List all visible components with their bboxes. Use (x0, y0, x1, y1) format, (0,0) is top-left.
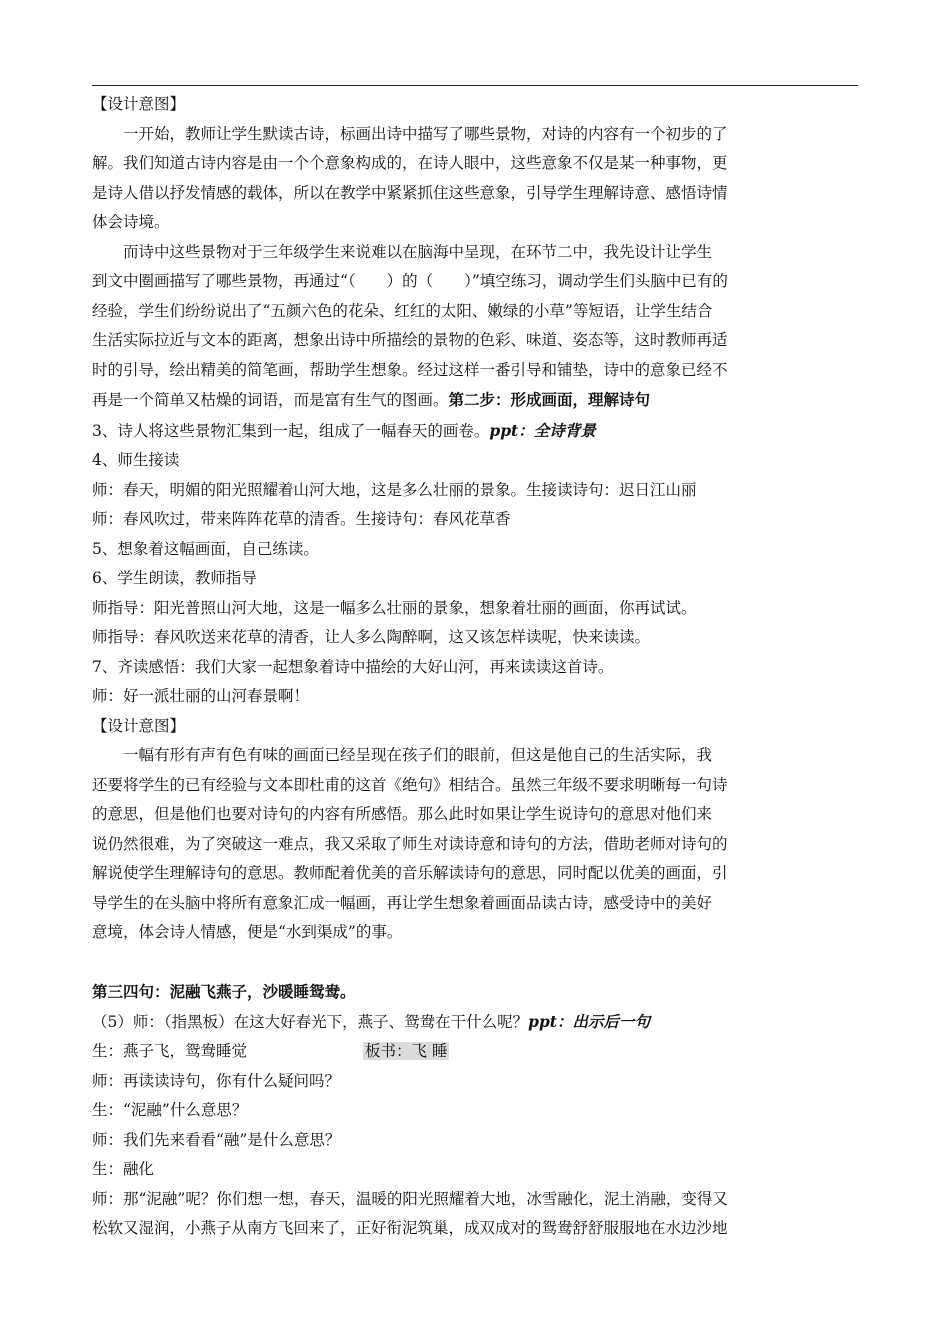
dialogue-line: 师：那“泥融”呢？你们想一想，春天，温暖的阳光照耀着大地，冰雪融化，泥土消融，变得又 (92, 1189, 728, 1208)
dialogue-text: 生：燕子飞，鸳鸯睡觉 (92, 1042, 248, 1060)
step-line: 6、学生朗读，教师指导 (92, 569, 257, 587)
paragraph-text: 再是一个简单又枯燥的词语，而是富有生气的图画。 (92, 391, 449, 409)
paragraph-line (92, 385, 858, 416)
paragraph-line: 说仍然很难，为了突破这一难点，我又采取了师生对读诗意和诗句的方法，借助老师对诗句的 (92, 834, 728, 853)
dialogue-line: 师指导：春风吹送来花草的清香，让人多么陶醉啊，这又该怎样读呢，快来读读。 (92, 628, 651, 646)
dialogue-line: 生：“泥融”什么意思？ (92, 1101, 248, 1119)
ppt-note: ppt：全诗背景 (489, 420, 596, 440)
dialogue-text: （5）师：（指黑板）在这大好春光下，燕子、鸳鸯在干什么呢？ (92, 1012, 529, 1031)
step-line: 5、想象着这幅画面，自己练读。 (92, 539, 319, 558)
blank-line (92, 948, 858, 978)
dialogue-line: 师：好一派壮丽的山河春景啊！ (92, 687, 310, 705)
document-body (92, 90, 858, 1244)
paragraph-line: 而诗中这些景物对于三年级学生来说难以在脑海中呈现，在环节二中，我先设计让学生 (123, 242, 713, 261)
paragraph-line: 解。我们知道古诗内容是由一个个意象构成的，在诗人眼中，这些意象不仅是某一种事物，更 (92, 154, 728, 172)
paragraph-line: 解说使学生理解诗句的意思。教师配着优美的音乐解读诗句的意思，同时配以优美的画面，引 (92, 864, 728, 882)
step-line: 4、师生接读 (92, 451, 180, 469)
step-text: 3、诗人将这些景物汇集到一起，组成了一幅春天的画卷。 (92, 421, 490, 440)
paragraph-line: 到文中圈画描写了哪些景物，再通过“（ ）的（ ）”填空练习，调动学生们头脑中已有的 (92, 272, 728, 290)
paragraph-line: 导学生的在头脑中将所有意象汇成一幅画，再让学生想象着画面品读古诗，感受诗中的美好 (92, 893, 713, 912)
paragraph-line: 经验，学生们纷纷说出了“五颜六色的花朵、红红的太阳、嫩绿的小草”等短语，让学生结合 (92, 301, 713, 320)
header-rule (92, 85, 858, 86)
step-line: 7、齐读感悟：我们大家一起想象着诗中描绘的大好山河，再来读读这首诗。 (92, 657, 614, 676)
dialogue-line: 松软又湿润，小燕子从南方飞回来了，正好衔泥筑巢，成双成对的鸳鸯舒舒服服地在水边沙地 (92, 1219, 728, 1237)
design-intent-heading: 【设计意图】 (92, 716, 186, 735)
dialogue-line: 师：春风吹过，带来阵阵花草的清香。生接诗句：春风花草香 (92, 510, 511, 528)
paragraph-line: 的意思，但是他们也要对诗句的内容有所感悟。那么此时如果让学生说诗句的意思对他们来 (92, 805, 713, 823)
dialogue-line: 师指导：阳光普照山河大地，这是一幅多么壮丽的景象，想象着壮丽的画面，你再试试。 (92, 598, 697, 617)
dialogue-line: 师：再读读诗句，你有什么疑问吗？ (92, 1071, 341, 1090)
design-intent-heading: 【设计意图】 (92, 95, 186, 113)
paragraph-line: 是诗人借以抒发情感的载体，所以在教学中紧紧抓住这些意象，引导学生理解诗意、感悟诗情 (92, 183, 728, 202)
dialogue-line: 师：我们先来看看“融”是什么意思？ (92, 1130, 341, 1149)
dialogue-line: 师：春天，明媚的阳光照耀着山河大地，这是多么壮丽的景象。生接读诗句：迟日江山丽 (92, 480, 697, 499)
dialogue-line (92, 1037, 858, 1067)
step-line (92, 416, 858, 447)
paragraph-line: 意境，体会诗人情感，便是“水到渠成”的事。 (92, 923, 403, 941)
section-title: 第三四句：泥融飞燕子，沙暖睡鸳鸯。 (92, 982, 356, 1001)
dialogue-line (92, 1007, 858, 1038)
paragraph-line: 生活实际拉近与文本的距离，想象出诗中所描绘的景物的色彩、味道、姿态等，这时教师再适 (92, 331, 728, 349)
dialogue-line: 生：融化 (92, 1160, 155, 1178)
ppt-note: ppt：出示后一句 (528, 1011, 650, 1031)
paragraph-line: 时的引导，绘出精美的简笔画，帮助学生想象。经过这样一番引导和铺垫，诗中的意象已经不 (92, 360, 728, 379)
paragraph-line: 一开始，教师让学生默读古诗，标画出诗中描写了哪些景物，对诗的内容有一个初步的了 (123, 124, 728, 143)
blackboard-note: 板书：飞 睡 (365, 1042, 448, 1060)
paragraph-line: 体会诗境。 (92, 213, 170, 231)
step-heading: 第二步：形成画面，理解诗句 (448, 390, 651, 409)
paragraph-line: 一幅有形有声有色有味的画面已经呈现在孩子们的眼前，但这是他自己的生活实际，我 (123, 746, 713, 764)
paragraph-line: 还要将学生的已有经验与文本即杜甫的这首《绝句》相结合。虽然三年级不要求明晰每一句诗 (92, 775, 728, 794)
